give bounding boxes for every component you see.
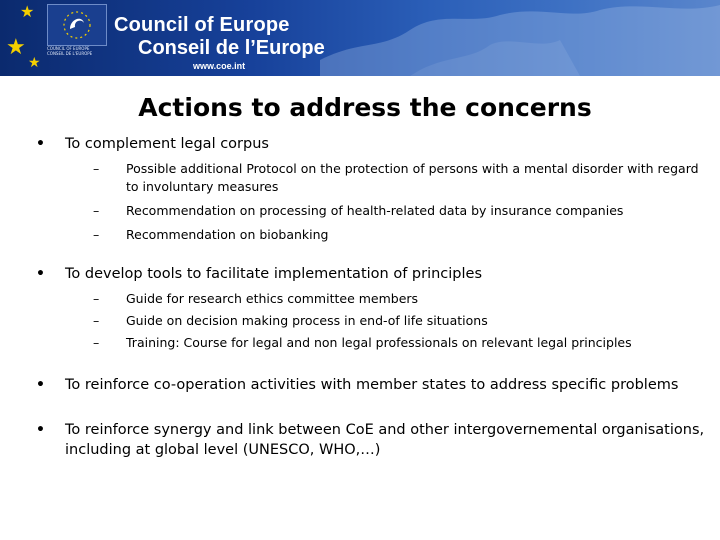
brand-name-fr: Conseil de l’Europe (138, 37, 325, 59)
brand-name-en: Council of Europe (114, 14, 290, 36)
star-icon: ★ (6, 34, 26, 59)
bullet-text: To reinforce synergy and link between CoE and other intergovernemental organisations, including at global level (UNESCO, WHO,…) (65, 422, 705, 458)
sub-item-health-data-recommendation: – Recommendation on processing of health-related data by insurance companies (65, 202, 706, 220)
star-icon: ★ (20, 4, 35, 21)
sub-item-training-course: – Training: Course for legal and non legal professionals on relevant legal principles (65, 334, 706, 352)
sub-item-research-ethics-guide: – Guide for research ethics committee members (65, 290, 706, 308)
bullet-reinforce-cooperation (36, 375, 706, 395)
sub-item-end-of-life-guide: – Guide on decision making process in end-of life situations (65, 312, 706, 330)
star-icon: ★ (28, 54, 41, 70)
website-link[interactable]: www.coe.int (193, 61, 246, 71)
sub-item-biobanking-recommendation: – Recommendation on biobanking (65, 226, 706, 244)
logo-caption: COUNCIL OF EUROPE CONSEIL DE L'EUROPE (47, 46, 93, 56)
bullet-reinforce-synergy (36, 420, 706, 460)
bullet-develop-tools (36, 264, 706, 352)
coe-logo (47, 4, 107, 46)
bullet-text: To reinforce co-operation activities with member states to address specific problems (65, 377, 679, 393)
europe-map-graphic (300, 0, 720, 76)
sub-list (65, 160, 706, 244)
sub-item-additional-protocol: – Possible additional Protocol on the protection of persons with a mental disorder with regard to involuntary measures (65, 160, 706, 196)
slide-title: Actions to address the concerns (138, 93, 592, 122)
bullet-complement-legal-corpus (36, 134, 706, 244)
bullet-text: To develop tools to facilitate implementation of principles (65, 266, 483, 282)
bullet-list (36, 134, 706, 460)
bullet-text: To complement legal corpus (65, 136, 269, 152)
header-banner (0, 0, 720, 76)
sub-list (65, 290, 706, 352)
